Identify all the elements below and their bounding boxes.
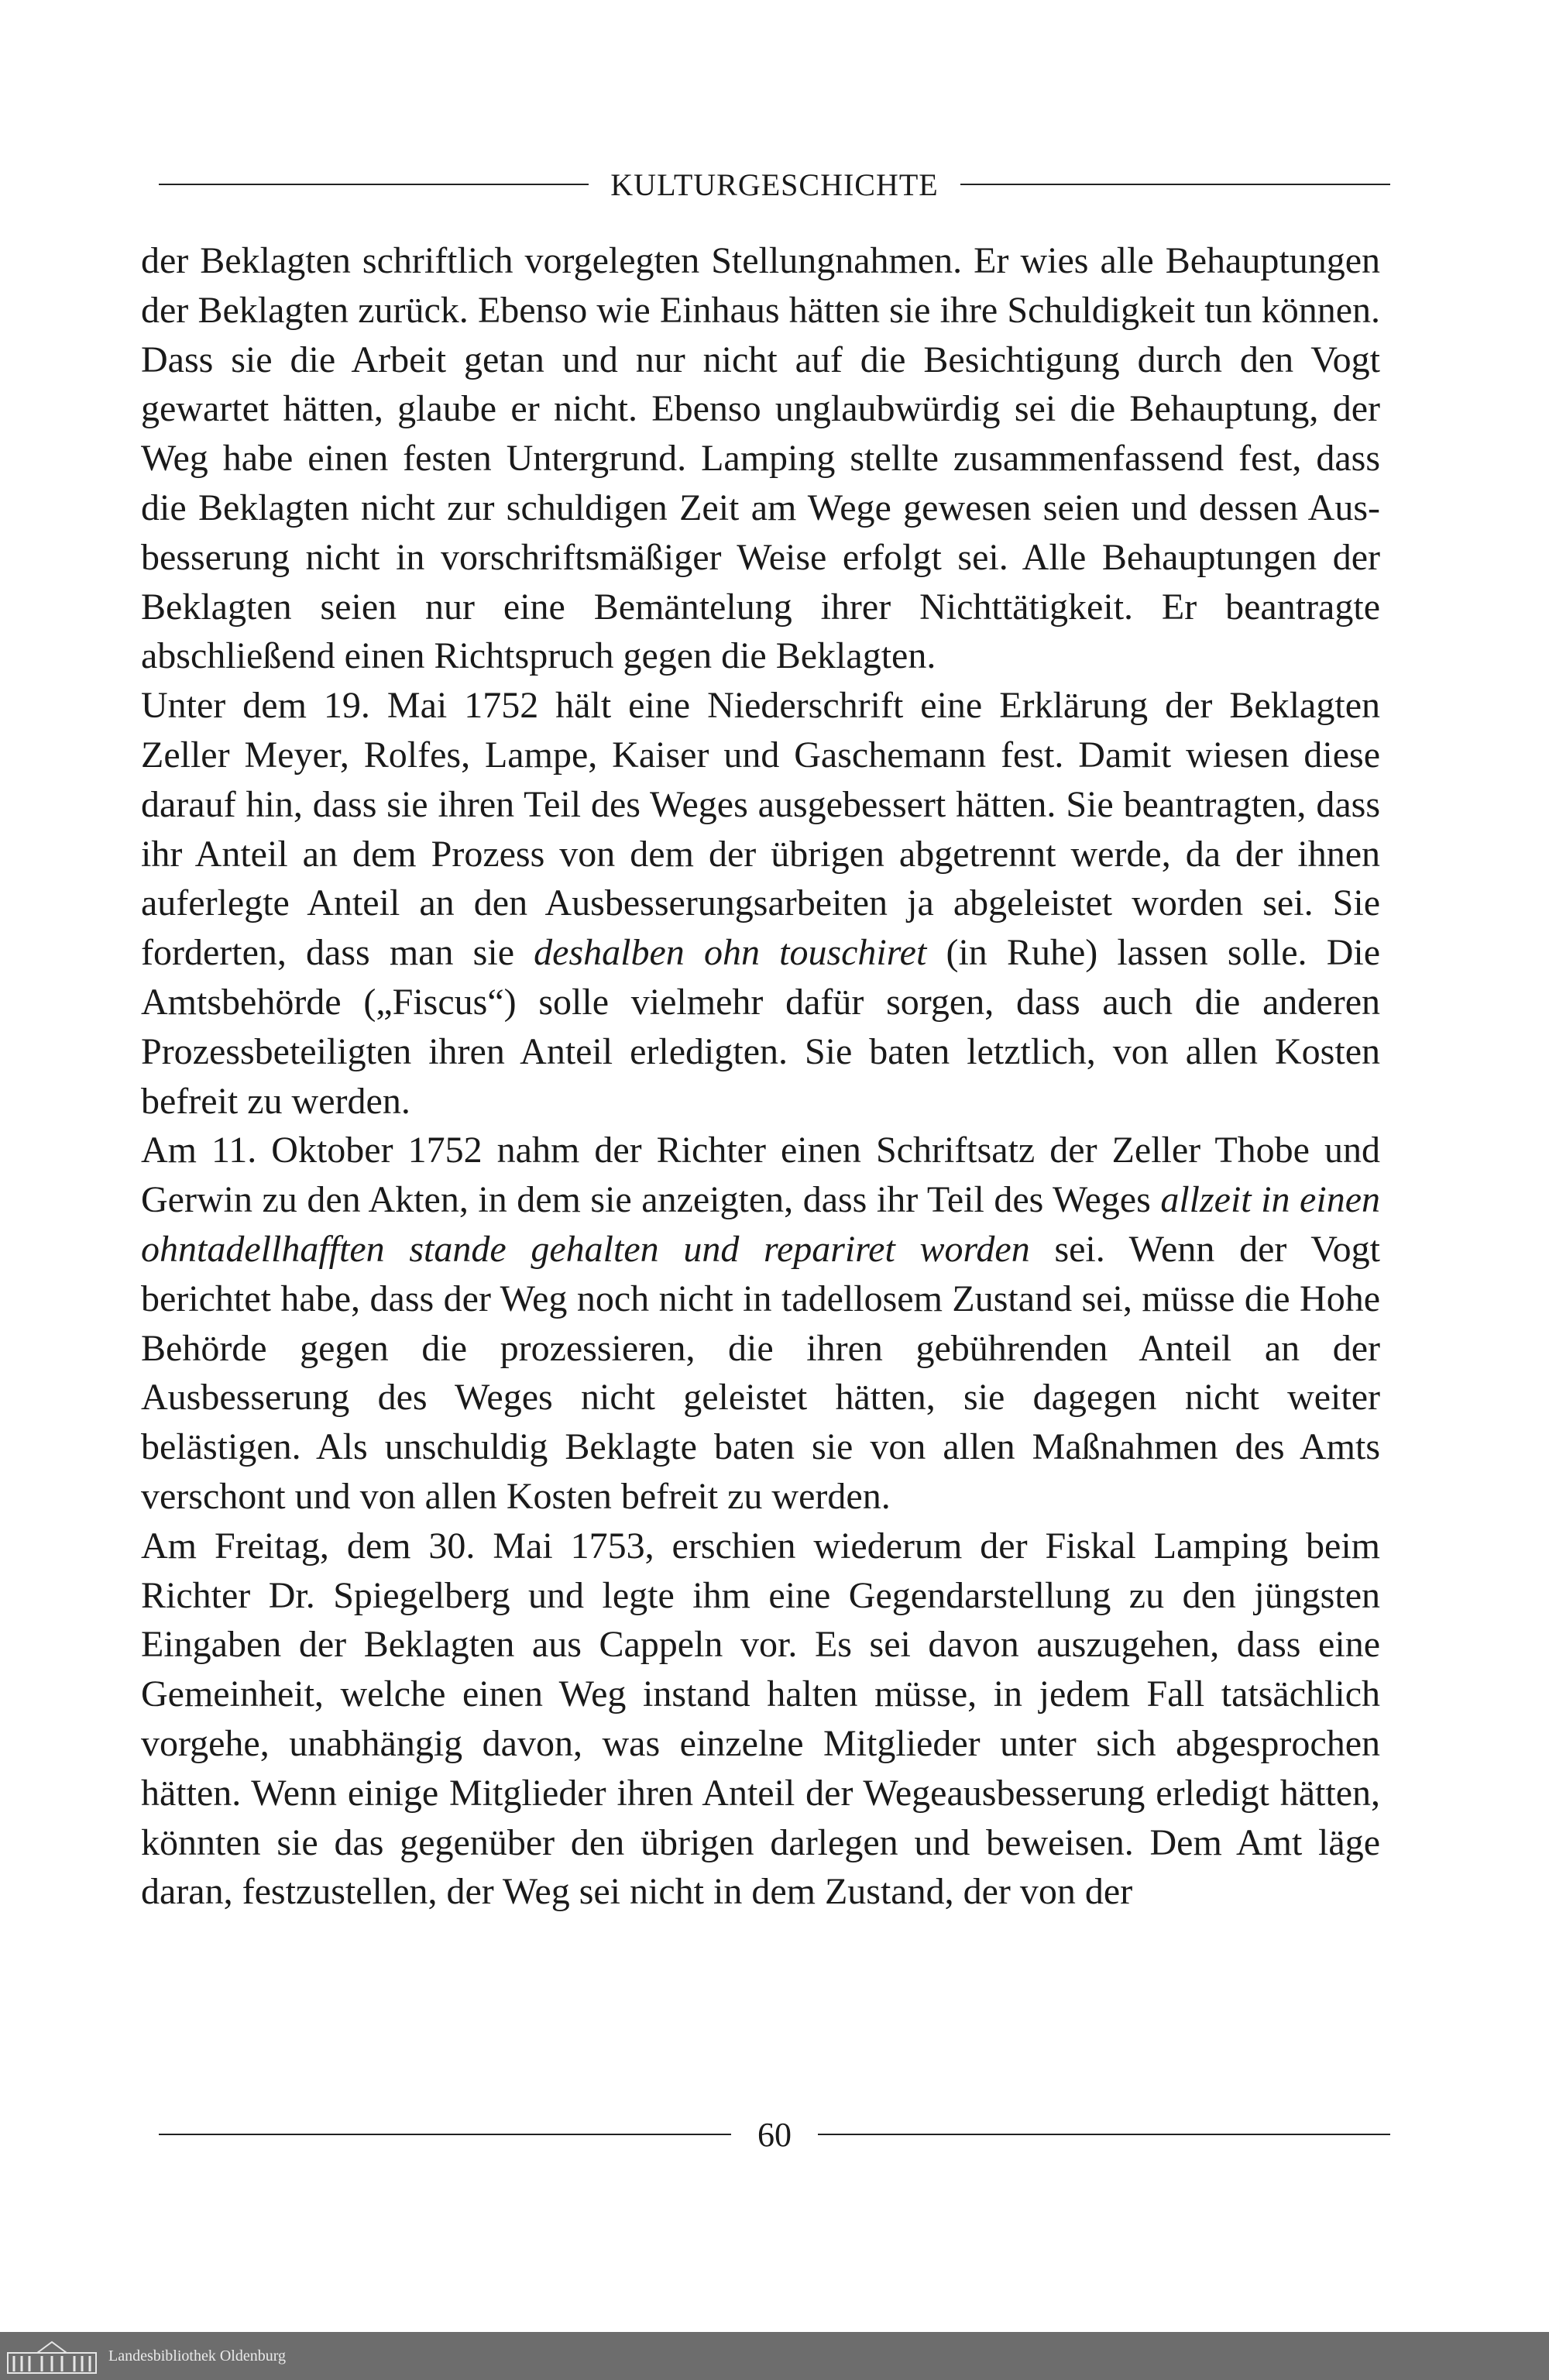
library-label: Landesbibliothek Oldenburg	[108, 2347, 287, 2365]
running-header	[159, 161, 1390, 208]
header-rule-right	[960, 184, 1390, 185]
paragraph	[141, 236, 1380, 681]
paragraph	[141, 681, 1380, 1126]
text-segment: Am Freitag, dem 30. Mai 1753, erschien wiederum der Fiskal Lamping beim Richter Dr. Spiegelberg und legte ihm eine Gegendarstellung zu den jüngsten Eingaben der Beklagten aus Cappeln vor. Es sei davon auszugehen, dass eine Gemeinheit, welche einen Weg instand halten müsse, in jedem Fall tatsächlich vorgehe, unabhängig davon, was einzelne Mitglieder unter sich abgesprochen hätten. Wenn einige Mitglieder ihren Anteil der Wegeausbesserung erledigt hätten, könnten sie das gegenüber den übrigen darlegen und beweisen. Dem Amt läge daran, festzustellen, der Weg sei nicht in dem Zustand, der von der	[141, 1525, 1380, 1913]
italic-quotation: allzeit in einen ohntadellhafften stande gehalten und repariret worden	[141, 1179, 1380, 1270]
footer-rule-left	[159, 2134, 731, 2135]
text-segment: der Beklagten schriftlich vorgelegten Stellungnahmen. Er wies alle Behauptungen der Beklagten zurück. Ebenso wie Einhaus hätten sie ihre Schuldigkeit tun können. Dass sie die Arbeit getan und nur nicht auf die Besichtigung durch den Vogt gewartet hätten, glaube er nicht. Ebenso unglaubwürdig sei die Behauptung, der Weg habe einen festen Untergrund. Lamping stellte zusammenfassend fest, dass die Beklagten nicht zur schuldigen Zeit am Wege gewesen seien und dessen Ausbesserung nicht in vorschriftsmäßiger Weise erfolgt sei. Alle Behauptungen der Beklagten seien nur eine Bemäntelung ihrer Nichttätigkeit. Er beantragte abschließend einen Richtspruch gegen die Beklagten.	[141, 240, 1380, 677]
library-footer-bar	[0, 2332, 1549, 2380]
paragraph	[141, 1126, 1380, 1521]
page-footer	[159, 2107, 1390, 2162]
text-segment: sei. Wenn der Vogt berichtet habe, dass der Weg noch nicht in tadellosem Zustand sei, müsse die Hohe Behörde gegen die prozessieren, die ihren gebührenden Anteil an der Ausbesserung des Weges nicht geleistet hätten, sie dagegen nicht weiter belästigen. Als unschuldig Beklagte baten sie von allen Maßnahmen des Amts verschont und von allen Kosten befreit zu werden.	[141, 1228, 1381, 1517]
page-number: 60	[757, 2115, 792, 2154]
footer-rule-right	[818, 2134, 1390, 2135]
header-rule-left	[159, 184, 589, 185]
library-building-icon	[6, 2337, 98, 2375]
text-segment: Am 11. Oktober 1752 nahm der Richter einen Schriftsatz der Zeller Thobe und Gerwin zu den Akten, in dem sie anzeigten, dass ihr Teil des Weges	[141, 1130, 1380, 1221]
section-title: KULTURGESCHICHTE	[610, 167, 939, 202]
text-segment: (in Ruhe) lassen solle. Die Amtsbehörde („Fiscus“) solle vielmehr dafür sorgen, dass auch die anderen Prozessbeteiligten ihren Anteil erledigten. Sie baten letztlich, von allen Kosten befreit zu werden.	[141, 932, 1380, 1122]
paragraph	[141, 1522, 1380, 1917]
body-text	[141, 236, 1380, 1917]
italic-quotation: deshalben ohn touschiret	[534, 932, 927, 974]
text-segment: Unter dem 19. Mai 1752 hält eine Niederschrift eine Erklärung der Beklagten Zeller Meyer, Rolfes, Lampe, Kaiser und Gaschemann fest. Damit wiesen diese darauf hin, dass sie ihren Teil des Weges ausgebessert hätten. Sie beantragten, dass ihr Anteil an dem Prozess von dem der übrigen abgetrennt werde, da der ihnen auferlegte Anteil an den Ausbesserungsarbeiten ja abgeleistet worden sei. Sie forderten, dass man sie	[141, 685, 1380, 974]
